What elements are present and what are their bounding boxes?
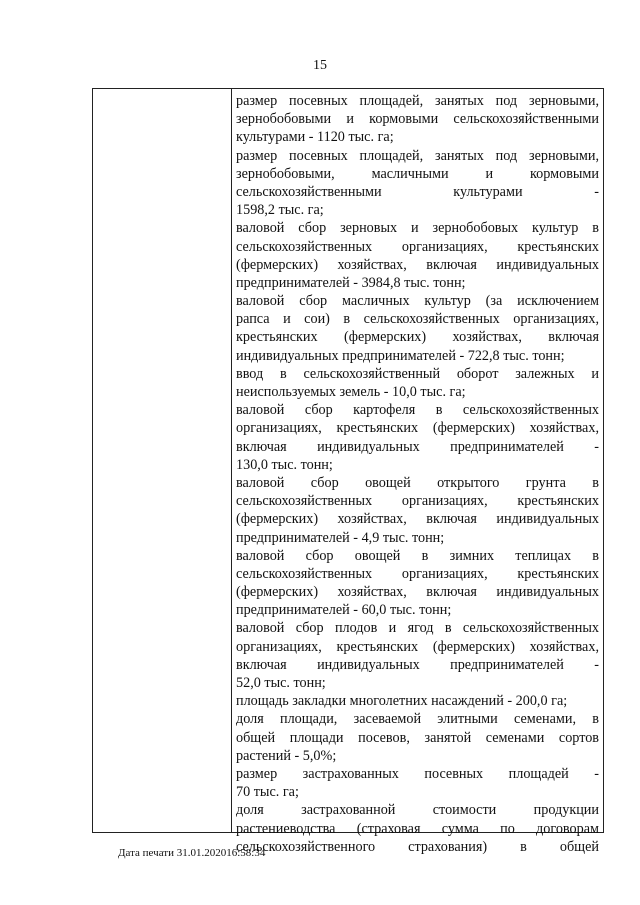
text-line: зернобобовыми, масличными и кормовыми	[236, 165, 599, 182]
text-line: размер посевных площадей, занятых под зерновыми,	[236, 93, 599, 109]
text-line: доля площади, засеваемой элитными семенами, в	[236, 711, 599, 728]
text-line: неиспользуемых земель - 10,0 тыс. га;	[236, 384, 466, 400]
text-line: валовой сбор овощей открытого грунта в	[236, 474, 599, 491]
text-line: 52,0 тыс. тонн;	[236, 675, 326, 691]
text-line: (фермерских) хозяйствах, включая индивидуальных	[236, 511, 599, 528]
text-line: организациях, крестьянских (фермерских) хозяйствах,	[236, 420, 599, 437]
text-line: валовой сбор масличных культур (за исключением	[236, 293, 599, 310]
text-line: растений - 5,0%;	[236, 747, 337, 764]
text-line: предпринимателей - 4,9 тыс. тонн;	[236, 529, 445, 546]
text-line: сельскохозяйственными культурами -	[236, 183, 599, 200]
text-line: размер посевных площадей, занятых под зерновыми,	[236, 147, 599, 164]
text-line: размер застрахованных посевных площадей -	[236, 765, 599, 782]
text-line: (фермерских) хозяйствах, включая индивидуальных	[236, 256, 599, 273]
text-line: (фермерских) хозяйствах, включая индивидуальных	[236, 584, 599, 601]
text-line: сельскохозяйственных организациях, крестьянских	[236, 493, 599, 510]
text-line: общей площади посевов, занятой семенами сортов	[236, 729, 599, 746]
text-line: предпринимателей - 60,0 тыс. тонн;	[236, 602, 452, 619]
text-line: сельскохозяйственных организациях, крестьянских	[236, 238, 599, 255]
text-line: валовой сбор овощей в зимних теплицах в	[236, 547, 599, 564]
text-line: валовой сбор плодов и ягод в сельскохозяйственных	[236, 620, 599, 637]
text-line: включая индивидуальных предпринимателей -	[236, 438, 599, 455]
text-line: растениеводства (страховая сумма по договорам	[236, 820, 599, 837]
text-line: сельскохозяйственного страхования) в общей	[236, 838, 599, 855]
text-line: 130,0 тыс. тонн;	[236, 456, 333, 473]
text-line: валовой сбор картофеля в сельскохозяйственных	[236, 402, 599, 419]
text-line: 1598,2 тыс. га;	[236, 202, 324, 219]
text-line: предпринимателей - 3984,8 тыс. тонн;	[236, 274, 466, 291]
text-line: крестьянских (фермерских) хозяйствах, включая	[236, 329, 599, 346]
table-right-cell	[232, 89, 603, 855]
text-line: площадь закладки многолетних насаждений - 200,0 га;	[236, 693, 568, 710]
text-line: рапса и сои) в сельскохозяйственных организациях,	[236, 311, 599, 328]
text-line: сельскохозяйственных организациях, крестьянских	[236, 565, 599, 582]
text-line: индивидуальных предпринимателей - 722,8 тыс. тонн;	[236, 347, 565, 364]
text-line: доля застрахованной стоимости продукции	[236, 802, 599, 819]
text-line: валовой сбор зерновых и зернобобовых культур в	[236, 220, 599, 237]
text-line: зернобобовыми и кормовыми сельскохозяйственными	[236, 111, 599, 128]
text-line: организациях, крестьянских (фермерских) хозяйствах,	[236, 638, 599, 655]
print-date-footer: Дата печати 31.01.202016:58:34	[118, 847, 266, 859]
text-line: 70 тыс. га;	[236, 784, 299, 801]
text-line: включая индивидуальных предпринимателей -	[236, 656, 599, 673]
text-line: культурами - 1120 тыс. га;	[236, 129, 394, 146]
page-number: 15	[313, 58, 327, 73]
table-left-cell	[93, 89, 231, 832]
text-line: ввод в сельскохозяйственный оборот залежных и	[236, 365, 599, 382]
